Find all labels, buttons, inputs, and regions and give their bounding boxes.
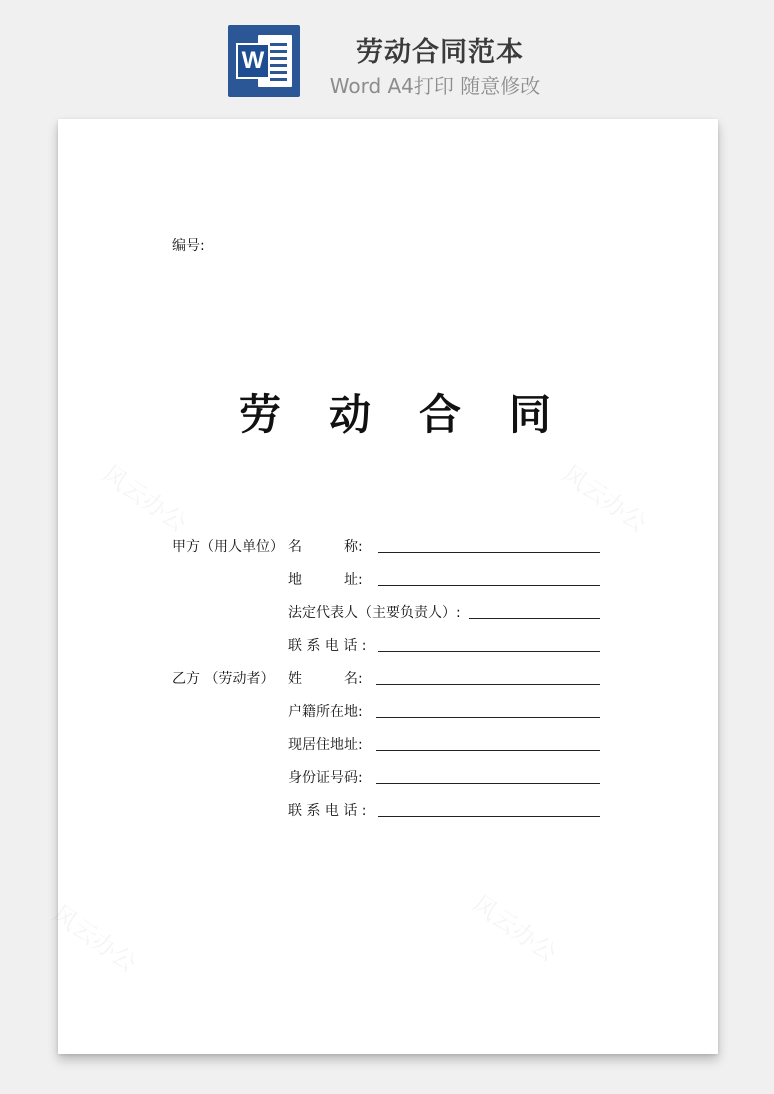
party-b-name-line[interactable]	[376, 684, 600, 685]
party-b-phone-line[interactable]	[378, 816, 600, 817]
party-b-phone-label: 联 系 电 话 :	[288, 803, 367, 819]
watermark	[467, 885, 566, 969]
party-b-residence-line[interactable]	[376, 750, 600, 751]
party-a-address-line[interactable]	[378, 585, 600, 586]
watermark	[47, 895, 146, 979]
party-b-id-line[interactable]	[376, 783, 600, 784]
watermark	[557, 455, 656, 539]
contract-title: 劳动合同	[238, 390, 599, 439]
party-a-name-line[interactable]	[378, 552, 600, 553]
party-a-representative-label: 法定代表人（主要负责人）:	[288, 605, 461, 621]
word-letter-badge: W	[236, 43, 270, 79]
party-b-name-label: 姓 名:	[288, 671, 363, 687]
party-b-residence-label: 现居住地址:	[288, 737, 363, 753]
party-a-name-label: 名 称:	[288, 539, 363, 555]
banner-subtitle: Word A4打印 随意修改	[329, 74, 541, 98]
party-b-household-line[interactable]	[376, 717, 600, 718]
party-a-label: 甲方（用人单位）	[172, 539, 284, 555]
banner-title: 劳动合同范本	[356, 37, 524, 68]
document-number-label: 编号:	[172, 238, 205, 254]
party-b-household-label: 户籍所在地:	[288, 704, 363, 720]
party-b-id-label: 身份证号码:	[288, 770, 363, 786]
party-b-label: 乙方 （劳动者）	[172, 671, 275, 687]
word-icon	[228, 25, 300, 97]
watermark	[97, 455, 196, 539]
party-a-phone-line[interactable]	[378, 651, 600, 652]
document-page	[58, 119, 718, 1054]
party-a-address-label: 地 址:	[288, 572, 363, 588]
header-banner	[0, 0, 774, 110]
party-a-representative-line[interactable]	[469, 618, 600, 619]
party-a-phone-label: 联 系 电 话 :	[288, 638, 367, 654]
